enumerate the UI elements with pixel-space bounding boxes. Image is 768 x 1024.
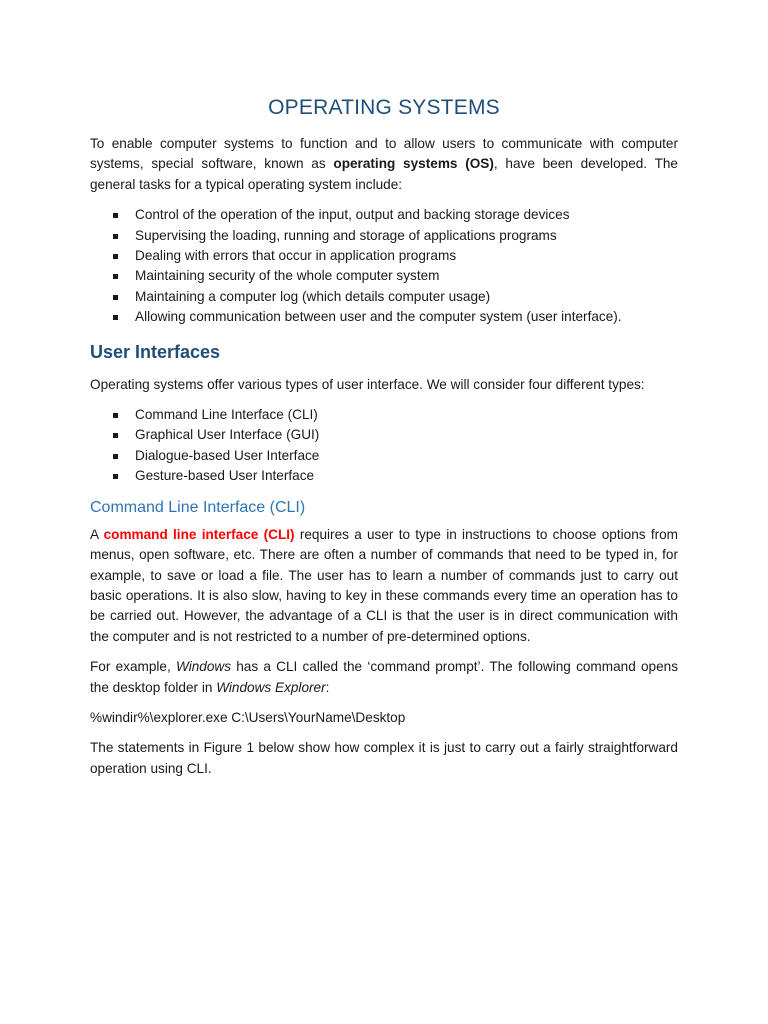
bullet-icon: [113, 413, 118, 418]
list-item: Maintaining security of the whole computer system: [90, 266, 678, 286]
intro-text-1: To enable computer systems to function and to allow users to communicate with computer systems, special software, known as: [90, 136, 678, 172]
list-item: Dialogue-based User Interface: [90, 446, 678, 466]
example-paragraph: For example, Windows has a CLI called the ‘command prompt’. The following command opens the desktop folder in Windows Explorer:: [90, 659, 678, 695]
intro-text-2: , have been developed. The general tasks for a typical operating system include:: [90, 156, 678, 192]
bullet-icon: [113, 454, 118, 459]
user-interfaces-heading: User Interfaces: [90, 341, 221, 362]
bullet-icon: [113, 315, 118, 320]
bullet-icon: [113, 474, 118, 479]
cli-paragraph: A command line interface (CLI) requires a user to type in instructions to choose options from menus, open software, etc. There are often a number of commands that need to be typed in, for example, to save or load a file. The user has to learn a number of commands just to carry out basic operations. It is also slow, having to key in these commands every time an operation has to be carried out. However, the advantage of a CLI is that the user is in direct communication with the computer and is not restricted to a number of pre-determined options.: [90, 526, 679, 644]
list-item: Gesture-based User Interface: [90, 466, 678, 486]
document-page: [90, 96, 678, 789]
list-item: Allowing communication between user and the computer system (user interface).: [90, 307, 678, 327]
list-item: Graphical User Interface (GUI): [90, 425, 678, 445]
os-tasks-list: [90, 205, 678, 327]
list-item: Maintaining a computer log (which details computer usage): [90, 287, 678, 307]
command-example: %windir%\explorer.exe C:\Users\YourName\Desktop: [90, 709, 406, 725]
bullet-icon: [113, 433, 118, 438]
bullet-icon: [113, 254, 118, 259]
ui-types-list: [90, 405, 678, 487]
list-item: Command Line Interface (CLI): [90, 405, 678, 425]
figure-paragraph: The statements in Figure 1 below show how complex it is just to carry out a fairly straightforward operation using CLI.: [90, 740, 678, 776]
list-item: Control of the operation of the input, output and backing storage devices: [90, 205, 678, 225]
bullet-icon: [113, 295, 118, 300]
page-title: OPERATING SYSTEMS: [268, 96, 500, 119]
bullet-icon: [113, 234, 118, 239]
ui-intro-paragraph: Operating systems offer various types of user interface. We will consider four different types:: [90, 376, 645, 392]
list-item: Supervising the loading, running and storage of applications programs: [90, 226, 678, 246]
bullet-icon: [113, 213, 118, 218]
cli-highlight-term: command line interface (CLI): [103, 526, 295, 542]
intro-bold-term: operating systems (OS): [333, 156, 494, 172]
cli-heading: Command Line Interface (CLI): [90, 498, 306, 516]
bullet-icon: [113, 274, 118, 279]
intro-paragraph: [90, 134, 678, 195]
list-item: Dealing with errors that occur in application programs: [90, 246, 678, 266]
